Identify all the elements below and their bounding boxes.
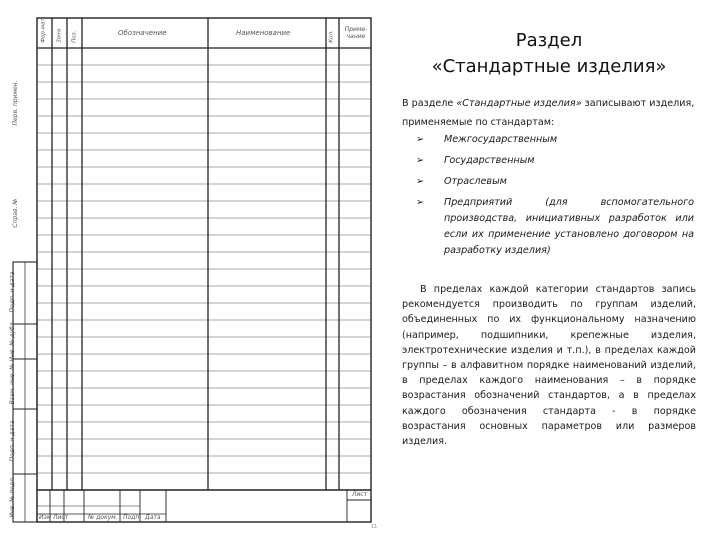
side-label-inv-dubl: Инв. № дубл. (9, 320, 16, 362)
side-label-vzam-inv: Взам. инв. № (9, 363, 16, 405)
intro-paragraph (402, 94, 696, 132)
side-label-sprav-no: Справ. № (12, 198, 19, 228)
slide-title-line-2: «Стандартные изделия» (431, 56, 667, 77)
arrow-bullet-icon: ➢ (416, 197, 425, 208)
text-panel (398, 0, 700, 540)
stamp-doc-no: № докум. (88, 514, 118, 521)
stamp-podp: Подп. (123, 514, 142, 521)
list-item-label: Межгосударственным (444, 134, 558, 145)
side-label-inv-podl: Инв. № подл. (9, 476, 16, 518)
side-label-podp-date-2: Подп. и дата (9, 420, 16, 462)
list-item (416, 195, 694, 259)
page-number: 11 (371, 524, 378, 530)
header-zone: Зона (56, 28, 63, 43)
list-item-label: Государственным (444, 155, 535, 166)
header-qty: Кол. (328, 30, 335, 43)
arrow-bullet-icon: ➢ (416, 134, 425, 145)
header-note: Приме-чание (344, 26, 368, 40)
arrow-bullet-icon: ➢ (416, 155, 425, 166)
list-item (416, 174, 694, 190)
stamp-date: Дата (145, 514, 161, 521)
header-name: Наименование (236, 29, 291, 37)
header-position: Поз. (71, 30, 78, 43)
slide-title-line-1: Раздел (515, 30, 583, 51)
arrow-bullet-icon: ➢ (416, 176, 425, 187)
stamp-list: Лист (53, 514, 69, 521)
list-item (416, 153, 694, 169)
list-item-label: Отраслевым (444, 176, 507, 187)
side-label-podp-date-1: Подп. и дата (9, 271, 16, 313)
list-item-label: Предприятий (для вспомогательного производства, инициативных разработок или если их применение установлено договором на разработку изделия) (444, 197, 694, 256)
stamp-izm: Изм (39, 514, 52, 521)
header-designation: Обозначение (118, 29, 167, 37)
standard-kinds-list (416, 132, 694, 264)
intro-rest: записывают изделия, применяемые по стандартам: (402, 98, 695, 128)
list-item (416, 132, 694, 148)
intro-prefix: В разделе (402, 98, 457, 109)
header-format: Фор-мат (40, 18, 47, 43)
body-paragraph: В пределах каждой категории стандартов запись рекомендуется производить по группам изделий, объединенных по их функциональному назначению (например, подшипники, крепежные изделия, электротехнические изделия и т.п.), в пределах каждой группы – в алфавитном порядке наименований изделий, в пределах каждого наименования – в порядке возрастания обозначений стандартов, а в пределах каждого обозначения стандарта - в порядке возрастания основных параметров или размеров изделия. (402, 284, 696, 448)
side-label-perv-primen: Перв. примен. (12, 80, 19, 126)
stamp-list-corner: Лист (352, 491, 368, 498)
intro-section-name: «Стандартные изделия» (456, 98, 582, 109)
